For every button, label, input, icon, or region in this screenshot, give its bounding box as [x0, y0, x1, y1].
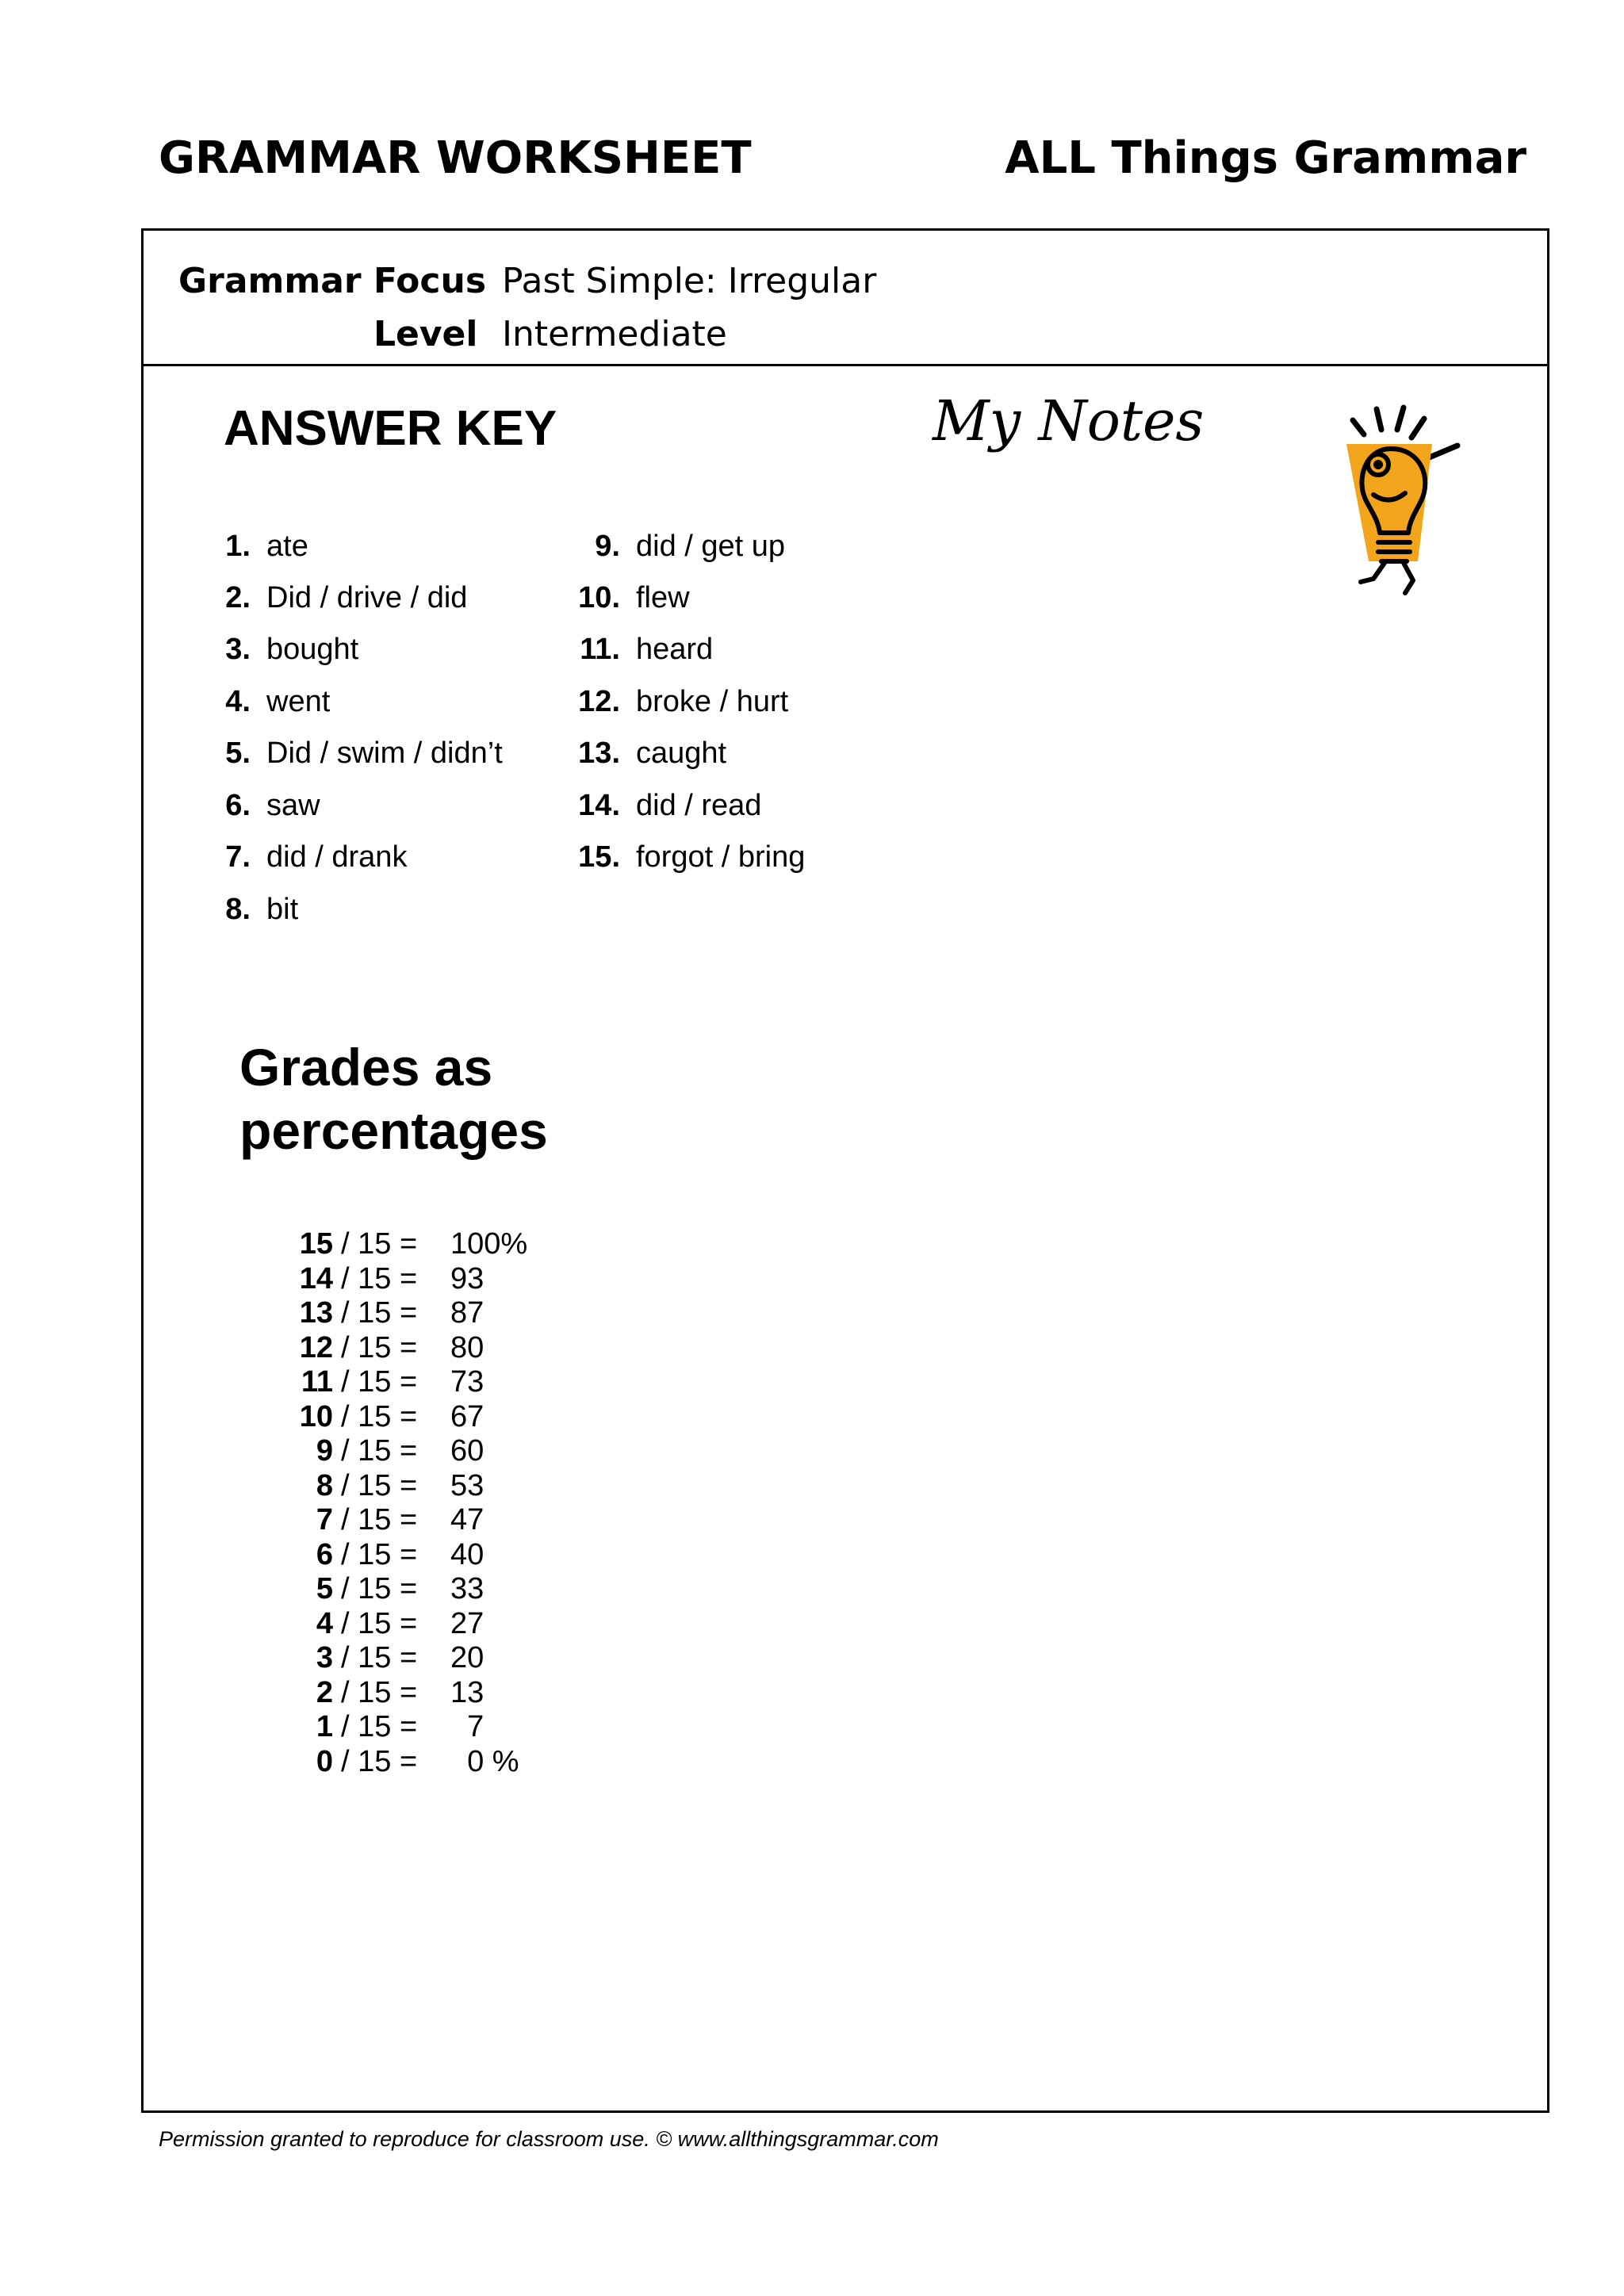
- answer-item: [225, 633, 359, 666]
- grade-percent: 53: [450, 1469, 485, 1502]
- grade-score: 2: [316, 1676, 333, 1709]
- answer-number: 13.: [578, 737, 620, 770]
- answer-key-title: ANSWER KEY: [224, 401, 557, 456]
- grade-percent: 93: [450, 1262, 485, 1295]
- grade-percent: 60: [450, 1434, 485, 1468]
- grade-denominator: / 15 =: [341, 1331, 418, 1364]
- grade-percent: 67: [450, 1400, 485, 1433]
- worksheet-title: GRAMMAR WORKSHEET: [159, 132, 752, 184]
- answer-text: saw: [266, 789, 320, 822]
- grade-percent: 47: [450, 1503, 485, 1536]
- grade-row: [293, 1333, 611, 1364]
- answer-number: 12.: [578, 685, 620, 718]
- answer-number: 4.: [225, 685, 251, 718]
- grade-denominator: / 15 =: [341, 1710, 418, 1743]
- grade-denominator: / 15 =: [341, 1469, 418, 1502]
- grade-score: 15: [299, 1227, 333, 1261]
- grade-denominator: / 15 =: [341, 1262, 418, 1295]
- answer-item: [578, 840, 806, 874]
- grade-percent: 20: [450, 1641, 485, 1674]
- grade-row: [293, 1609, 611, 1640]
- grade-percent: 40: [450, 1538, 485, 1571]
- lightbulb-character-icon: [1339, 403, 1473, 601]
- answer-number: 15.: [578, 840, 620, 874]
- answer-number: 8.: [225, 893, 251, 926]
- answer-text: heard: [636, 633, 714, 666]
- answer-text: broke / hurt: [636, 685, 789, 718]
- level-label: Level: [373, 314, 478, 354]
- answer-item: [225, 737, 503, 770]
- grade-percent: 0 %: [450, 1745, 519, 1778]
- grade-denominator: / 15 =: [341, 1503, 418, 1536]
- answer-item: [225, 893, 299, 926]
- grades-title: [239, 1035, 715, 1162]
- grade-percent: 33: [450, 1572, 485, 1605]
- grades-title-line: Grades as: [239, 1038, 493, 1096]
- answer-number: 14.: [578, 789, 620, 822]
- grade-row: [293, 1229, 611, 1261]
- answer-number: 1.: [225, 530, 251, 563]
- grade-percent: 27: [450, 1607, 485, 1640]
- answer-text: caught: [636, 737, 727, 770]
- grade-score: 4: [316, 1607, 333, 1640]
- grade-score: 1: [316, 1710, 333, 1743]
- grade-score: 11: [301, 1365, 333, 1399]
- answer-number: 9.: [595, 530, 620, 563]
- grade-row: [293, 1505, 611, 1536]
- footer-permission: Permission granted to reproduce for classroom use. © www.allthingsgrammar.com: [159, 2127, 939, 2151]
- grade-denominator: / 15 =: [341, 1296, 418, 1330]
- answer-text: went: [266, 685, 331, 718]
- grade-percent: 100%: [450, 1227, 528, 1261]
- grade-percent: 73: [450, 1365, 485, 1399]
- grade-score: 10: [299, 1400, 333, 1433]
- grade-row: [293, 1540, 611, 1571]
- answer-text: ate: [266, 530, 308, 563]
- answer-text: did / drank: [266, 840, 408, 874]
- grade-row: [293, 1471, 611, 1502]
- answer-item: [225, 685, 331, 718]
- grammar-focus-label: Grammar Focus: [178, 261, 487, 301]
- grade-row: [293, 1402, 611, 1433]
- answer-item: [595, 530, 786, 563]
- grade-score: 14: [299, 1262, 333, 1295]
- grade-score: 3: [316, 1641, 333, 1674]
- grade-row: [293, 1643, 611, 1674]
- answer-text: did / read: [636, 789, 762, 822]
- my-notes-title: My Notes: [933, 388, 1205, 453]
- grammar-focus-value: Past Simple: Irregular: [502, 261, 877, 301]
- answer-item: [225, 581, 468, 614]
- answer-item: [578, 737, 727, 770]
- grade-denominator: / 15 =: [341, 1745, 418, 1778]
- answer-text: forgot / bring: [636, 840, 806, 874]
- answer-item: [578, 685, 789, 718]
- grade-denominator: / 15 =: [341, 1434, 418, 1468]
- focus-bar: [144, 231, 1547, 366]
- grade-score: 12: [299, 1331, 333, 1364]
- answer-item: [225, 789, 320, 822]
- grade-percent: 7: [450, 1710, 485, 1743]
- answer-text: bit: [266, 893, 299, 926]
- grade-score: 7: [316, 1503, 333, 1536]
- answer-number: 10.: [578, 581, 620, 614]
- grade-row: [293, 1712, 611, 1743]
- grade-denominator: / 15 =: [341, 1607, 418, 1640]
- answer-item: [578, 789, 762, 822]
- grade-score: 5: [316, 1572, 333, 1605]
- grade-row: [293, 1436, 611, 1468]
- grade-score: 9: [316, 1434, 333, 1468]
- answer-number: 3.: [225, 633, 251, 666]
- answer-item: [225, 530, 308, 563]
- grade-percent: 13: [450, 1676, 485, 1709]
- grade-percent: 87: [450, 1296, 485, 1330]
- answer-number: 11.: [580, 633, 620, 666]
- brand-title: ALL Things Grammar: [1005, 132, 1526, 184]
- answer-number: 2.: [225, 581, 251, 614]
- grade-row: [293, 1574, 611, 1605]
- grade-row: [293, 1264, 611, 1295]
- answer-item: [225, 840, 408, 874]
- grade-denominator: / 15 =: [341, 1400, 418, 1433]
- grades-title-line: percentages: [239, 1101, 548, 1160]
- answer-text: Did / drive / did: [266, 581, 468, 614]
- answer-text: Did / swim / didn’t: [266, 737, 503, 770]
- answer-text: bought: [266, 633, 359, 666]
- answer-number: 6.: [225, 789, 251, 822]
- grade-score: 8: [316, 1469, 333, 1502]
- grade-denominator: / 15 =: [341, 1641, 418, 1674]
- answer-item: [578, 581, 690, 614]
- answer-text: did / get up: [636, 530, 786, 563]
- grade-score: 0: [316, 1745, 333, 1778]
- grade-row: [293, 1747, 611, 1778]
- grade-denominator: / 15 =: [341, 1538, 418, 1571]
- answer-item: [580, 633, 714, 666]
- answer-number: 5.: [225, 737, 251, 770]
- grade-row: [293, 1298, 611, 1330]
- grade-score: 6: [316, 1538, 333, 1571]
- grade-row: [293, 1678, 611, 1709]
- grade-denominator: / 15 =: [341, 1365, 418, 1399]
- grade-denominator: / 15 =: [341, 1572, 418, 1605]
- answer-text: flew: [636, 581, 690, 614]
- grade-score: 13: [299, 1296, 333, 1330]
- grade-percent: 80: [450, 1331, 485, 1364]
- answer-number: 7.: [225, 840, 251, 874]
- grade-denominator: / 15 =: [341, 1676, 418, 1709]
- level-value: Intermediate: [502, 314, 727, 354]
- grade-denominator: / 15 =: [341, 1227, 418, 1261]
- grade-row: [293, 1367, 611, 1399]
